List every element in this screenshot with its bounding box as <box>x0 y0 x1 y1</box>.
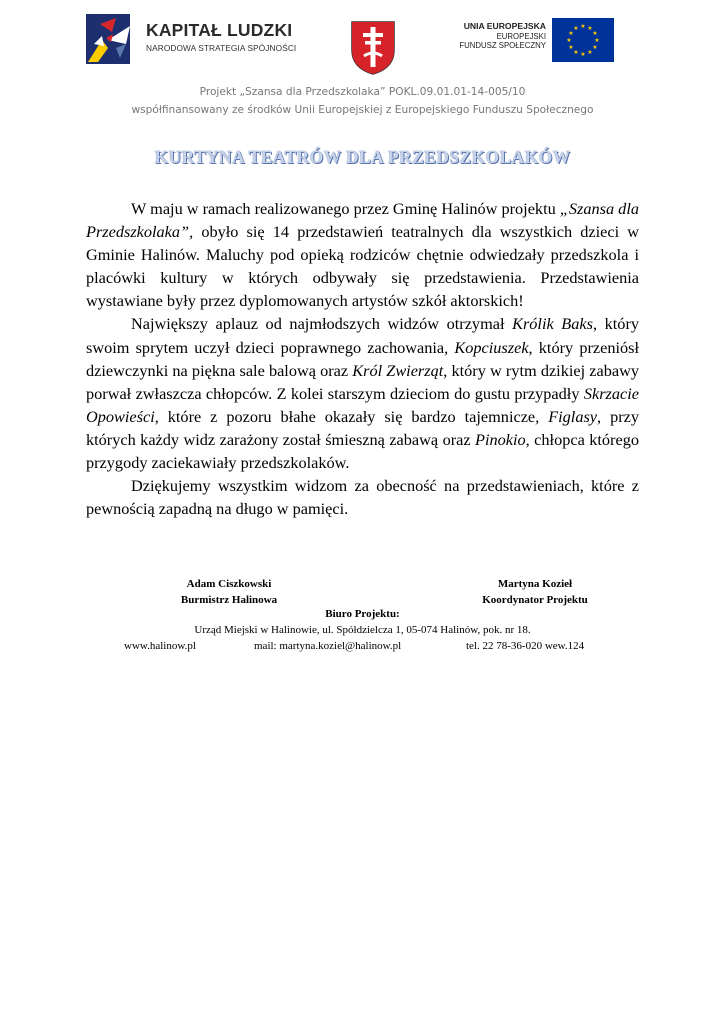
eu-logo <box>446 18 616 64</box>
text-run: , który w rytm dzikiej zabawy porwał zwłaszcza chłopców. Z kolei starszym dzieciom do gustu przypadły <box>86 360 639 403</box>
kapital-ludzki-subtitle: NARODOWA STRATEGIA SPÓJNOŚCI <box>146 43 297 53</box>
eu-line3: FUNDUSZ SPOŁECZNY <box>459 41 546 50</box>
text-run: , który przeniósł dziewczynki na piękna sale balową oraz <box>86 337 639 380</box>
italic-title: , Figlasy <box>535 406 598 426</box>
paragraph <box>86 197 639 312</box>
eu-line1: UNIA EUROPEJSKA <box>463 21 546 31</box>
italic-title: Królik Baks <box>512 314 593 334</box>
svg-text:★: ★ <box>587 49 593 56</box>
phone-number: tel. 22 78-36-020 wew.124 <box>466 640 585 652</box>
kapital-ludzki-title: KAPITAŁ LUDZKI <box>146 20 293 40</box>
svg-text:★: ★ <box>592 44 598 51</box>
article-body <box>86 197 639 520</box>
italic-title: „Szansa dla Przedszkolaka”, <box>86 199 639 242</box>
project-line1: Projekt „Szansa dla Przedszkolaka” POKL.09.01.01-14-005/10 <box>199 86 526 98</box>
text-run: , który swoim sprytem uczył dzieci poprawnego zachowania, <box>86 314 640 357</box>
website-link[interactable]: www.halinow.pl <box>124 640 196 652</box>
signature-left <box>170 576 288 608</box>
text-run: Dziękujemy wszystkim widzom za obecność na przedstawieniach, które z pewnością zapadną na długo w pamięci. <box>86 476 639 519</box>
signature-right-name: Martyna Kozieł <box>497 578 573 590</box>
italic-title: Pinokio <box>475 429 526 449</box>
page-title: KURTYNA TEATRÓW DLA PRZEDSZKOLAKÓW <box>154 147 571 167</box>
kapital-ludzki-logo <box>86 14 326 64</box>
svg-text:★: ★ <box>573 25 579 32</box>
svg-text:★: ★ <box>573 49 579 56</box>
paragraph <box>86 474 639 520</box>
italic-title: Król Zwierząt <box>352 360 444 380</box>
project-info <box>0 83 725 119</box>
signature-left-role: Burmistrz Halinowa <box>180 594 278 606</box>
signature-right-role: Koordynator Projektu <box>482 594 588 606</box>
office-label: Biuro Projektu: <box>325 608 400 620</box>
text-run: , przy których każdy widz zarażony został śmieszną zabawą oraz <box>86 406 639 449</box>
text-run: obyło się 14 przedstawień teatralnych dla wszystkich dzieci w Gminie Halinów. Maluchy pod opieką rodziców chętnie odwiedzały przedszkola i placówki kultury w których odbywały się przedstawienia. Przedstawienia wystawiane były przez dyplomowanych artystów szkół aktorskich! <box>86 222 639 311</box>
text-run: , chłopca którego przygody zaciekawiały przedszkolaków. <box>86 429 639 473</box>
svg-text:★: ★ <box>592 30 598 37</box>
eu-flag-icon <box>552 18 614 62</box>
svg-text:★: ★ <box>566 37 572 44</box>
signature-left-name: Adam Ciszkowski <box>186 578 272 590</box>
kapital-ludzki-star-icon <box>86 14 142 64</box>
header-logos <box>0 0 725 80</box>
italic-title: Kopciuszek <box>454 337 529 357</box>
email-link[interactable]: mail: martyna.koziel@halinow.pl <box>254 640 402 652</box>
svg-text:★: ★ <box>580 51 586 58</box>
eu-text <box>446 22 546 51</box>
paragraph <box>86 312 639 474</box>
svg-text:★: ★ <box>587 25 593 32</box>
signature-right <box>468 576 602 608</box>
office-address: Urząd Miejski w Halinowie, ul. Spółdzielcza 1, 05-074 Halinów, pok. nr 18. <box>194 624 531 636</box>
text-run: Największy aplauz od najmłodszych widzów otrzymał <box>131 314 513 334</box>
text-run: W maju w ramach realizowanego przez Gminę Halinów projektu <box>131 199 560 218</box>
italic-title: Skrzacie Opowieści <box>86 383 639 426</box>
text-run: , które z pozoru błahe okazały się bardzo tajemnicze <box>154 406 536 426</box>
halinow-coat-of-arms-icon <box>350 20 396 76</box>
contact-line <box>124 640 604 656</box>
svg-text:★: ★ <box>568 30 574 37</box>
project-line2: współfinansowany ze środków Unii Europejskiej z Europejskiego Funduszu Społecznego <box>131 104 594 116</box>
svg-text:★: ★ <box>594 37 600 44</box>
svg-text:★: ★ <box>568 44 574 51</box>
eu-line2: EUROPEJSKI <box>496 31 546 41</box>
svg-text:★: ★ <box>580 23 586 30</box>
